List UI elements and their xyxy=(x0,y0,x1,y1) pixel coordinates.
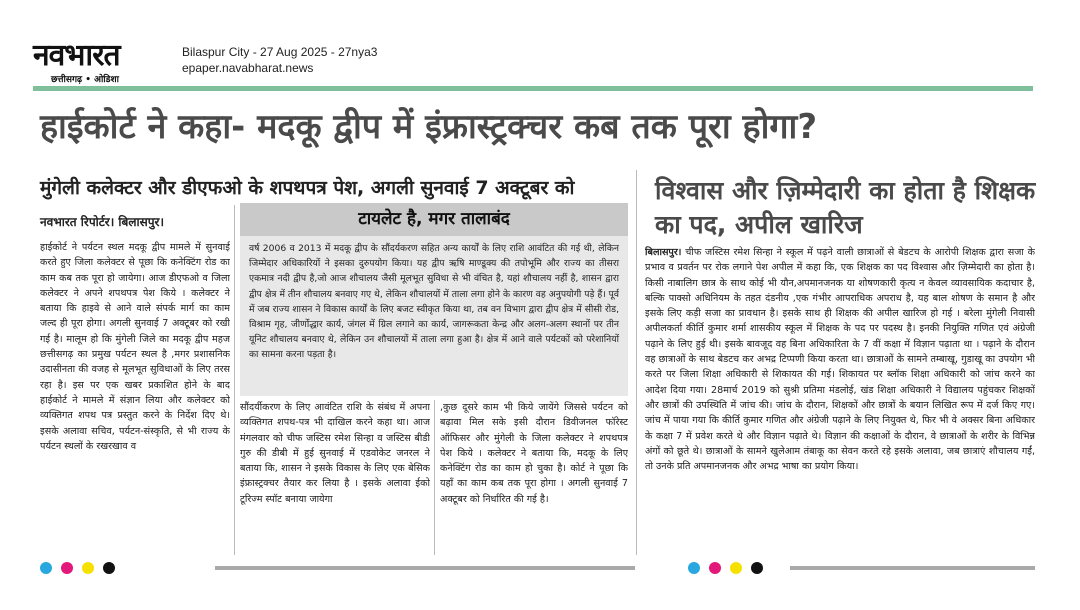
second-story-text: चीफ जस्टिस रमेश सिन्हा ने स्कूल में पढ़ने वाली छात्राओं से बेडटच के आरोपी शिक्षक द्वारा सजा के प्रभाव व प्रवर्तन पर रोक लगाने पेश अपील में कहा कि, एक शिक्षक का पद विश्वास और ज़िम्मेदारी का होता है। किसी नाबालिग छात्र के साथ कोई भी यौन,अपमानजनक या शोषणकारी कृत्य न केवल व्यावसायिक कदाचार है, बल्कि पाक्सो अधिनियम के तहत दंडनीय ,एक गंभीर आपराधिक अपराध है, यह बाल शोषण के समान है और इसके लिए कड़ी सजा का प्रावधान है। इसके साथ ही शिक्षक की अपील खारिज हो गई । बरेला मुंगेली निवासी अपीलकर्ता कीर्ति कुमार शर्मा शासकीय स्कूल में शिक्षक के पद पर पदस्थ है। इनकी नियुक्ति गणित एवं अंग्रेजी पढ़ाने के लिए हुई थी। इसके बावजूद वह बिना अधिकारिता के 7 वीं कक्षा में विज्ञान पढ़ाता था । पढ़ाने के दौरान वह छात्राओं के साथ बेडटच कर अभद्र टिप्पणी किया करता था। छात्राओं के सामने तम्बाखू, गुडाखू का उपयोग भी करते पर जिला शिक्षा अधिकारी से शिकायत की गई। शिकायत पर ब्लॉक शिक्षा अधिकारी को जांच करने का आदेश दिया गया। 28मार्च 2019 को सुश्री प्रतिमा मंडलोई, खंड शिक्षा अधिकारी ने विद्यालय पहुंचकर शिक्षकों और छात्रों की उपस्थिति में जांच की। जांच के दौरान, शिक्षकों और छात्रों के बयान लिखित रूप में दर्ज किए गए। जांच में पाया गया कि कीर्ति कुमार गणित और अंग्रेजी पढ़ाने के लिए नियुक्त थे, फिर भी वे अक्सर बिना अधिकार के कक्षा 7 में प्रवेश करते थे और विज्ञान पढ़ाते थे। विज्ञान की कक्षाओं के दौरान, वे छात्राओं के शरीर के विभिन्न अंगों को छूते थे। छात्राओं के सामने खुलेआम तंबाकू का सेवन करते रहे इसके अलावा, जब छात्राएं शौचालय गईं, तो उनके प्रति अपमानजनक और अभद्र भाषा का प्रयोग किया। xyxy=(645,247,1035,473)
column-divider xyxy=(636,170,637,555)
register-marks-right xyxy=(688,562,763,574)
column-divider xyxy=(234,205,235,555)
second-story-body xyxy=(645,245,1035,555)
footer-rule xyxy=(215,566,635,570)
byline: नवभारत रिपोर्टर। बिलासपुर। xyxy=(40,215,165,229)
second-story-headline: विश्वास और ज़िम्मेदारी का होता है शिक्षक का पद, अपील खारिज xyxy=(655,176,1036,239)
magenta-register-dot xyxy=(709,562,721,574)
black-register-dot xyxy=(751,562,763,574)
logo-wordmark: नवभारत xyxy=(33,38,120,73)
register-marks-left xyxy=(40,562,115,574)
epaper-site-link[interactable]: epaper.navabharat.news xyxy=(182,61,314,75)
main-story-column-3: ,कुछ दूसरे काम भी किये जायेंगे जिससे पर्यटन को बढ़ावा मिल सके इसी दौरान डिवीजनल फॉरेस्ट ऑफिसर और मुंगेली के जिला कलेक्टर ने शपथपत्र पेश किये । कलेक्टर ने बताया कि, मदकू के लिए कनेक्टिंग रोड का काम हो चुका है। कोर्ट ने पूछा कि यहाँ का काम कब तक पूरा होगा । अगली सुनवाई 7 अक्टूबर को निर्धारित की गई है। xyxy=(440,402,628,505)
cyan-register-dot xyxy=(688,562,700,574)
column-divider xyxy=(434,400,435,555)
masthead-divider xyxy=(33,86,1033,91)
main-story-column-1: हाईकोर्ट ने पर्यटन स्थल मदकू द्वीप मामले में सुनवाई करते हुए जिला कलेक्टर से पूछा कि कनेक्टिंग रोड का काम कब तक पूरा हो जायेगा। आज डीएफओ व जिला कलेक्टर ने अपने शपथपत्र पेश किये । कलेक्टर ने बताया कि हाइवे से आने वाले संपर्क मार्ग का काम जल्द ही पूरा होगा। अगली सुनवाई 7 अक्टूबर को रखी गई है। मालूम हो कि मुंगेली जिले का मदकू द्वीप महज छत्तीसगढ़ का प्रमुख पर्यटन स्थल है ,मगर प्रशासनिक उदासीनता की वजह से मूलभूत सुविधाओं के लिए तरस रहा है। इस पर एक खबर प्रकाशित होने के बाद हाईकोर्ट ने मामले में संज्ञान लिया और कलेक्टर को व्यक्तिगत शपथ पत्र प्रस्तुत करने के निर्देश दिए थे। इसके अलावा सचिव, पर्यटन-संस्कृति, से भी राज्य के पर्यटन स्थलों के रखरखाव व xyxy=(40,242,230,452)
black-register-dot xyxy=(103,562,115,574)
edition-info xyxy=(182,44,377,76)
second-story-dateline: बिलासपुर। xyxy=(645,247,682,258)
main-headline: हाईकोर्ट ने कहा- मदकू द्वीप में इंफ्रास्ट्रक्चर कब तक पूरा होगा? xyxy=(40,107,818,147)
sub-headline: मुंगेली कलेक्टर और डीएफओ के शपथपत्र पेश, अगली सुनवाई 7 अक्टूबर को xyxy=(40,177,575,199)
yellow-register-dot xyxy=(82,562,94,574)
newspaper-logo xyxy=(33,40,173,90)
main-story-column-2: सौंदर्यीकरण के लिए आवंटित राशि के संबंध में अपना व्यक्तिगत शपथ-पत्र भी दाखिल करने कहा था। आज मंगलवार को चीफ जस्टिस रमेश सिन्हा व जस्टिस बीडी गुरु की डीबी में हुई सुनवाई में एडवोकेट जनरल ने बताया कि, शासन ने इसके विकास के लिए एक बेसिक इंफ्रास्ट्रक्चर तैयार कर लिया है । इसके अलावा ईको टूरिज्म स्पॉट बनाया जायेगा xyxy=(240,402,430,505)
sidebar-box-body: वर्ष 2006 व 2013 में मदकू द्वीप के सौंदर्यकरण सहित अन्य कार्यों के लिए राशि आवंटित की गई थी, लेकिन जिम्मेदार अधिकारियों ने इसका दुरुपयोग किया। यह द्वीप ऋषि माण्डूक्य की तपोभूमि और राज्य का तीसरा एकमात्र नदी द्वीप है,जो आज शौचालय जैसी मूलभूत सुविधा से भी वंचित है, यहां शौचालय नहीं है, शासन द्वारा द्वीप क्षेत्र में तीन शौचालय बनवाए गए थे, लेकिन शौचालयों में ताला लगा होने के कारण वह अनुपयोगी पड़े हैं। पूर्व में जब राज्य शासन ने विकास कार्यों के लिए बजट स्वीकृत किया था, तब वन विभाग द्वारा द्वीप क्षेत्र में सीसी रोड, विश्राम गृह, जीर्णोद्धार कार्य, जंगल में ग्रिल लगाने का कार्य, जागरूकता केन्द्र और अलग-अलग स्थानों पर तीन यूनिट शौचालय बनवाए थे, लेकिन उन शौचालयों में ताला लगा हुआ है। क्षेत्र में आने वाले पर्यटकों को परेशानियों का सामना करना पड़ता है। xyxy=(249,243,619,361)
sidebar-box-title: टायलेट है, मगर तालाबंद xyxy=(240,203,628,236)
magenta-register-dot xyxy=(61,562,73,574)
footer-rule xyxy=(790,566,1035,570)
yellow-register-dot xyxy=(730,562,742,574)
logo-tagline: छत्तीसगढ़ • ओडिशा xyxy=(51,75,119,85)
sidebar-box xyxy=(240,236,628,396)
edition-line: Bilaspur City - 27 Aug 2025 - 27nya3 xyxy=(182,45,378,59)
cyan-register-dot xyxy=(40,562,52,574)
